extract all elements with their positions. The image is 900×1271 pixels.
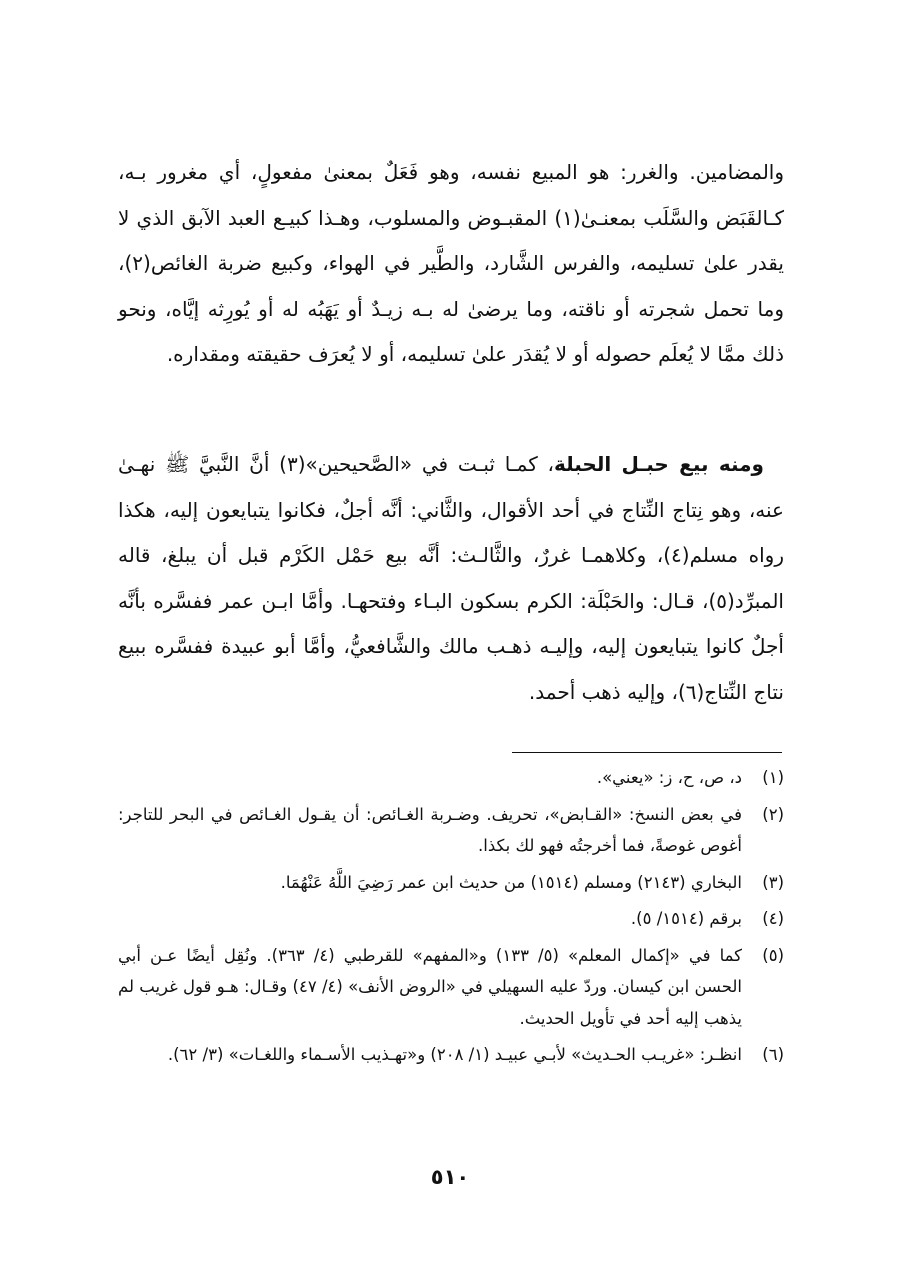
footnote-text: كما في «إكمال المعلم» (٥/ ١٣٣) و«المفهم» للقرطبي (٤/ ٣٦٣). ونُقِل أيضًا عـن أبي الحسن ابن كيسان. وردّ عليه السهيلي في «الروض الأنف» (٤/ ٤٧) وقـال: هـو قول غريب لم يذهب إليه أحد في تأويل الحديث. [118,945,742,1028]
footnote-3 [118,867,784,899]
footnote-text: في بعض النسخ: «القـابض»، تحريف. وضـربة الغـائص: أن يقـول الغـائص في البحر للتاجر: أغوص غوصةً، فما أخرجتُه فهو لك بكذا. [118,804,742,855]
footnotes [118,762,784,1076]
footnote-text: د، ص، ح، ز: «يعني». [596,768,742,787]
paragraph-2-text: ، كمـا ثبـت في «الصَّحيحين»(٣) أنَّ النَّبيَّ ﷺ نهـىٰ عنه، وهو نِتاج النِّتاج في أحد الأقوال، والثَّاني: أنَّه أجلٌ، فكانوا يتبايعون إليه، هكذا رواه مسلم(٤)، وكلاهمـا غررٌ، والثَّالـث: أنَّه بيع حَمْل الكَرْم قبل أن يبلغ، قاله المبرِّد(٥)، قـال: والحَبْلَة: الكرم بسكون البـاء وفتحهـا. وأمَّا ابـن عمر ففسَّره بأنَّه أجلٌ كانوا يتبايعون إليه، وإليـه ذهـب مالك والشَّافعيُّ، وأمَّا أبو عبيدة ففسَّره ببيع نتاج النِّتاج(٦)، وإليه ذهب أحمد. [118,452,784,704]
footnote-4 [118,903,784,935]
bold-term: ومنه بيع حبـل الحبلة [553,452,764,476]
footnote-text: البخاري (٢١٤٣) ومسلم (١٥١٤) من حديث ابن عمر رَضِيَ اللَّهُ عَنْهُمَا. [280,872,742,892]
body-paragraph-1: والمضامين. والغرر: هو المبيع نفسه، وهو فَعَلٌ بمعنىٰ مفعولٍ، أي مغرور بـه، كـالقَبَض والسَّلَب بمعنـىٰ(١) المقبـوض والمسلوب، وهـذا كبيـع العبد الآبق الذي لا يقدر علىٰ تسليمه، والفرس الشَّارد، والطَّير في الهواء، وكبيع ضربة الغائص(٢)، وما تحمل شجرته أو ناقته، وما يرضىٰ له بـه زيـدٌ أو يَهَبُه له أو يُورِثه إيَّاه، ونحو ذلك ممَّا لا يُعلَم حصوله أو لا يُقدَر علىٰ تسليمه، أو لا يُعرَف حقيقته ومقداره. [118,160,785,366]
page-number: ٥١٠ [430,1165,470,1189]
footnote-divider [512,752,782,753]
footnote-2 [118,799,784,862]
footnote-number: (٥) [762,945,784,965]
footnote-number: (٢) [762,804,784,824]
footnote-5 [118,940,784,1035]
footnote-number: (٦) [762,1045,784,1064]
footnote-text: برقم (١٥١٤/ ٥). [630,909,742,928]
footnote-1 [118,762,784,794]
footnote-number: (٣) [762,872,784,892]
footnote-number: (١) [762,768,784,787]
footnote-text: انظـر: «غريـب الحـديث» لأبـي عبيـد (١/ ٢٠٨) و«تهـذيب الأسـماء واللغـات» (٣/ ٦٢). [167,1045,742,1064]
body-paragraph-2 [118,442,784,715]
footnote-number: (٤) [762,909,784,928]
footnote-6 [118,1039,784,1071]
